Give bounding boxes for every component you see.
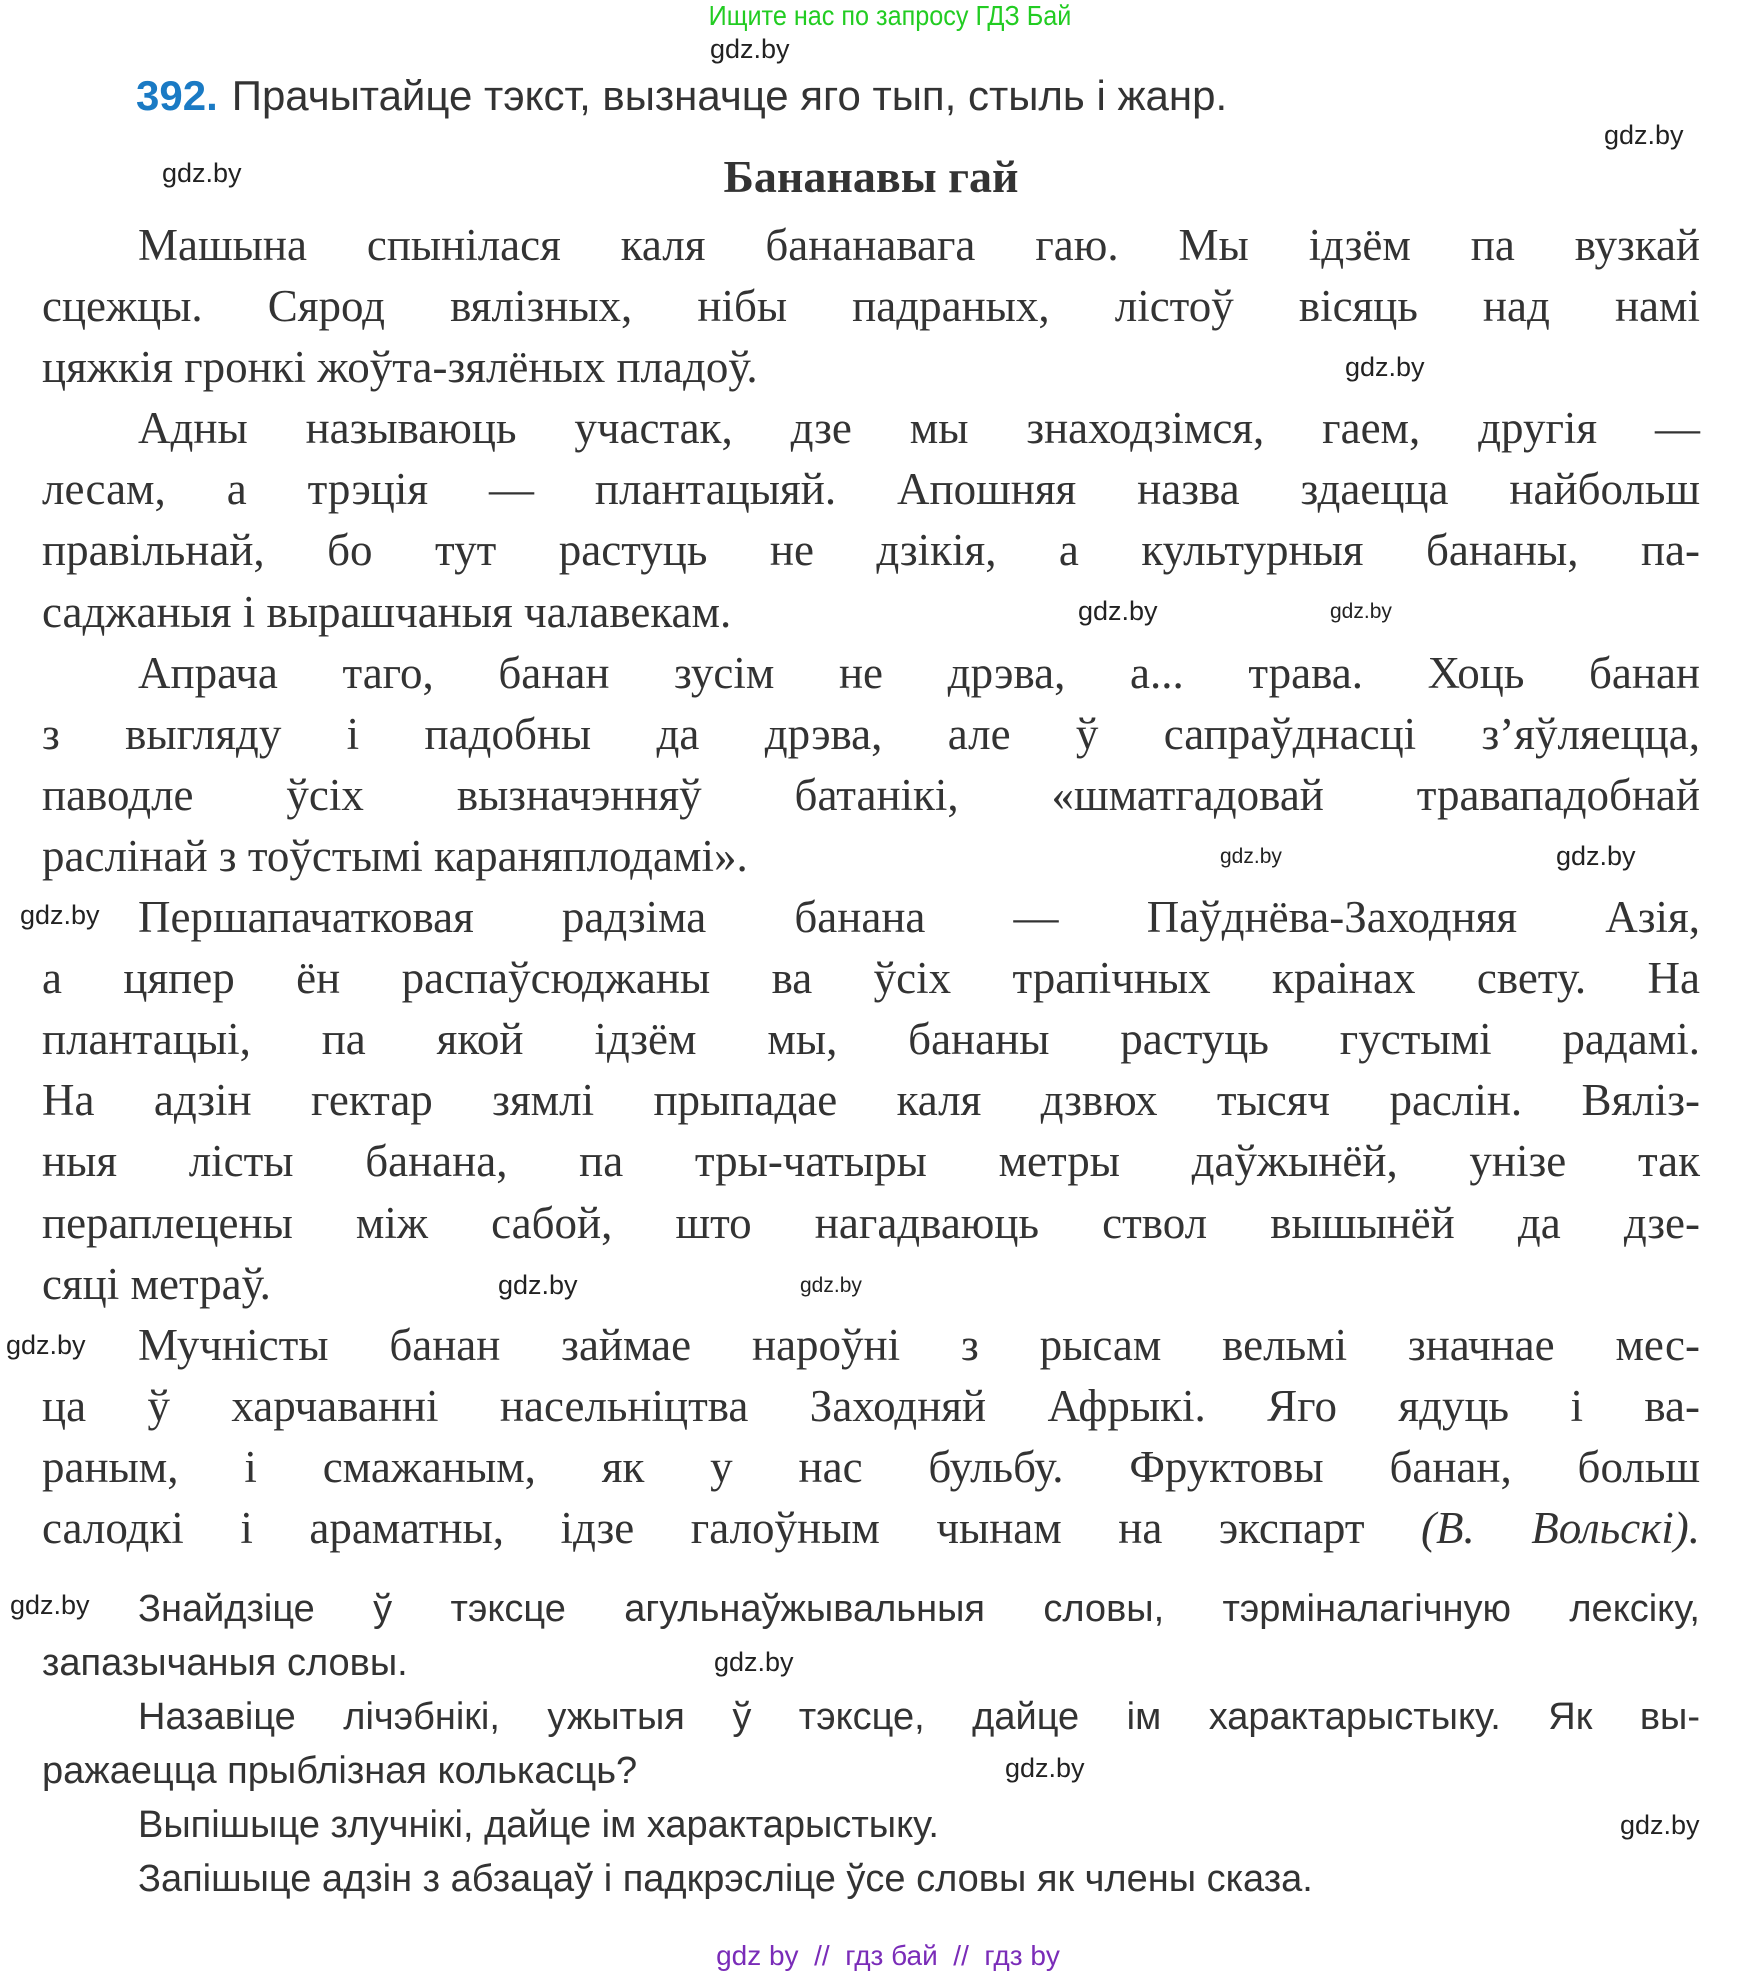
text-line: раслінай з тоўстымі караняплодамі». <box>42 830 748 881</box>
watermark: gdz.by <box>10 1590 90 1620</box>
watermark: gdz.by <box>498 1270 578 1300</box>
text-line: цяжкія гронкі жоўта-зялёных пладоў. <box>42 342 758 393</box>
text-line: сяці метраў. <box>42 1258 271 1309</box>
text-line: паводле ўсіх вызначэнняў батанікі, «шматгадовай травападобнай <box>42 769 1700 820</box>
watermark: gdz.by <box>6 1330 86 1360</box>
text-title-wrap <box>0 150 1742 203</box>
text-line: На адзін гектар зямлі прыпадае каля дзвюх тысяч раслін. Вяліз- <box>42 1075 1700 1126</box>
text-line: плантацыі, па якой ідзём мы, бананы растуць густымі радамі. <box>42 1014 1700 1065</box>
watermark: gdz.by <box>714 1647 794 1677</box>
top-banner: Ищите нас по запросу ГДЗ Бай <box>708 0 1072 31</box>
footer-watermark: gdz by // гдз бай // гдз by <box>716 1940 1060 1971</box>
text-line: пераплецены між сабой, што нагадваюць ствол вышынёй да дзе- <box>42 1197 1700 1248</box>
text-body <box>42 215 1700 1559</box>
text-line: ныя лісты банана, па тры-чатыры метры даўжынёй, унізе так <box>42 1136 1700 1187</box>
watermark: gdz.by <box>1345 352 1425 382</box>
exercise-instruction: Прачытайце тэкст, вызначце яго тып, стыль і жанр. <box>231 72 1228 119</box>
text-line: Мучністы банан займае нароўні з рысам вельмі значнае мес- <box>138 1319 1700 1370</box>
text-title: Бананавы гай <box>723 151 1019 202</box>
watermark: gdz.by <box>1220 845 1282 868</box>
watermark: gdz.by <box>1005 1753 1085 1783</box>
task-list <box>42 1582 1700 1906</box>
text-line-last <box>42 1498 1700 1559</box>
text-line: Машына спынілася каля бананавага гаю. Мы ідзём па вузкай <box>138 220 1700 270</box>
text-line: сцежцы. Сярод вялізных, нібы падраных, лістоў вісяць над намі <box>42 281 1700 332</box>
exercise-header <box>136 72 1227 120</box>
task-line: ражаецца прыблізная колькасць? <box>42 1750 638 1792</box>
text-line: з выгляду і падобны да дрэва, але ў сапраўднасці з’яўляецца, <box>42 708 1700 759</box>
text-line: Адны называюць участак, дзе мы знаходзімся, гаем, другія — <box>138 403 1700 454</box>
watermark: gdz.by <box>1330 600 1392 623</box>
text-line: раным, і смажаным, як у нас бульбу. Фруктовы банан, больш <box>42 1441 1700 1492</box>
text-line: саджаныя і вырашчаныя чалавекам. <box>42 586 732 637</box>
watermark: gdz.by <box>1604 120 1684 150</box>
watermark: gdz.by <box>162 158 242 188</box>
watermark: gdz.by <box>1078 596 1158 626</box>
text-line: ца ў харчаванні насельніцтва Заходняй Афрыкі. Яго ядуць і ва- <box>42 1380 1700 1431</box>
exercise-number: 392. <box>136 72 218 119</box>
task-line: Назавіце лічэбнікі, ужытыя ў тэксце, дайце ім характарыстыку. Як вы- <box>138 1696 1700 1738</box>
task-line: Знайдзіце ў тэксце агульнаўжывальныя словы, тэрміналагічную лексіку, <box>138 1588 1700 1630</box>
watermark: gdz.by <box>710 34 790 64</box>
text-line: правільнай, бо тут растуць не дзікія, а культурныя бананы, па- <box>42 525 1700 576</box>
watermark: gdz.by <box>1556 841 1636 871</box>
task-line: Выпішыце злучнікі, дайце ім характарыстыку. <box>138 1804 939 1846</box>
watermark: gdz.by <box>800 1274 862 1297</box>
author-attribution: (В. Вольскі). <box>1421 1502 1701 1553</box>
task-line: запазычаныя словы. <box>42 1642 408 1684</box>
text-line: а цяпер ён распаўсюджаны ва ўсіх трапічных краінах свету. На <box>42 953 1700 1004</box>
text-line: лесам, а трэція — плантацыяй. Апошняя назва здаецца найбольш <box>42 464 1700 515</box>
text-line: Першапачатковая радзіма банана — Паўднёва-Заходняя Азія, <box>138 892 1700 943</box>
text-line: Апрача таго, банан зусім не дрэва, а... трава. Хоць банан <box>138 647 1700 698</box>
text-line: салодкі і араматны, ідзе галоўным чынам на экспарт <box>42 1502 1365 1553</box>
watermark: gdz.by <box>1620 1810 1700 1840</box>
watermark: gdz.by <box>20 900 100 930</box>
task-line: Запішыце адзін з абзацаў і падкрэсліце ўсе словы як члены сказа. <box>138 1858 1313 1900</box>
